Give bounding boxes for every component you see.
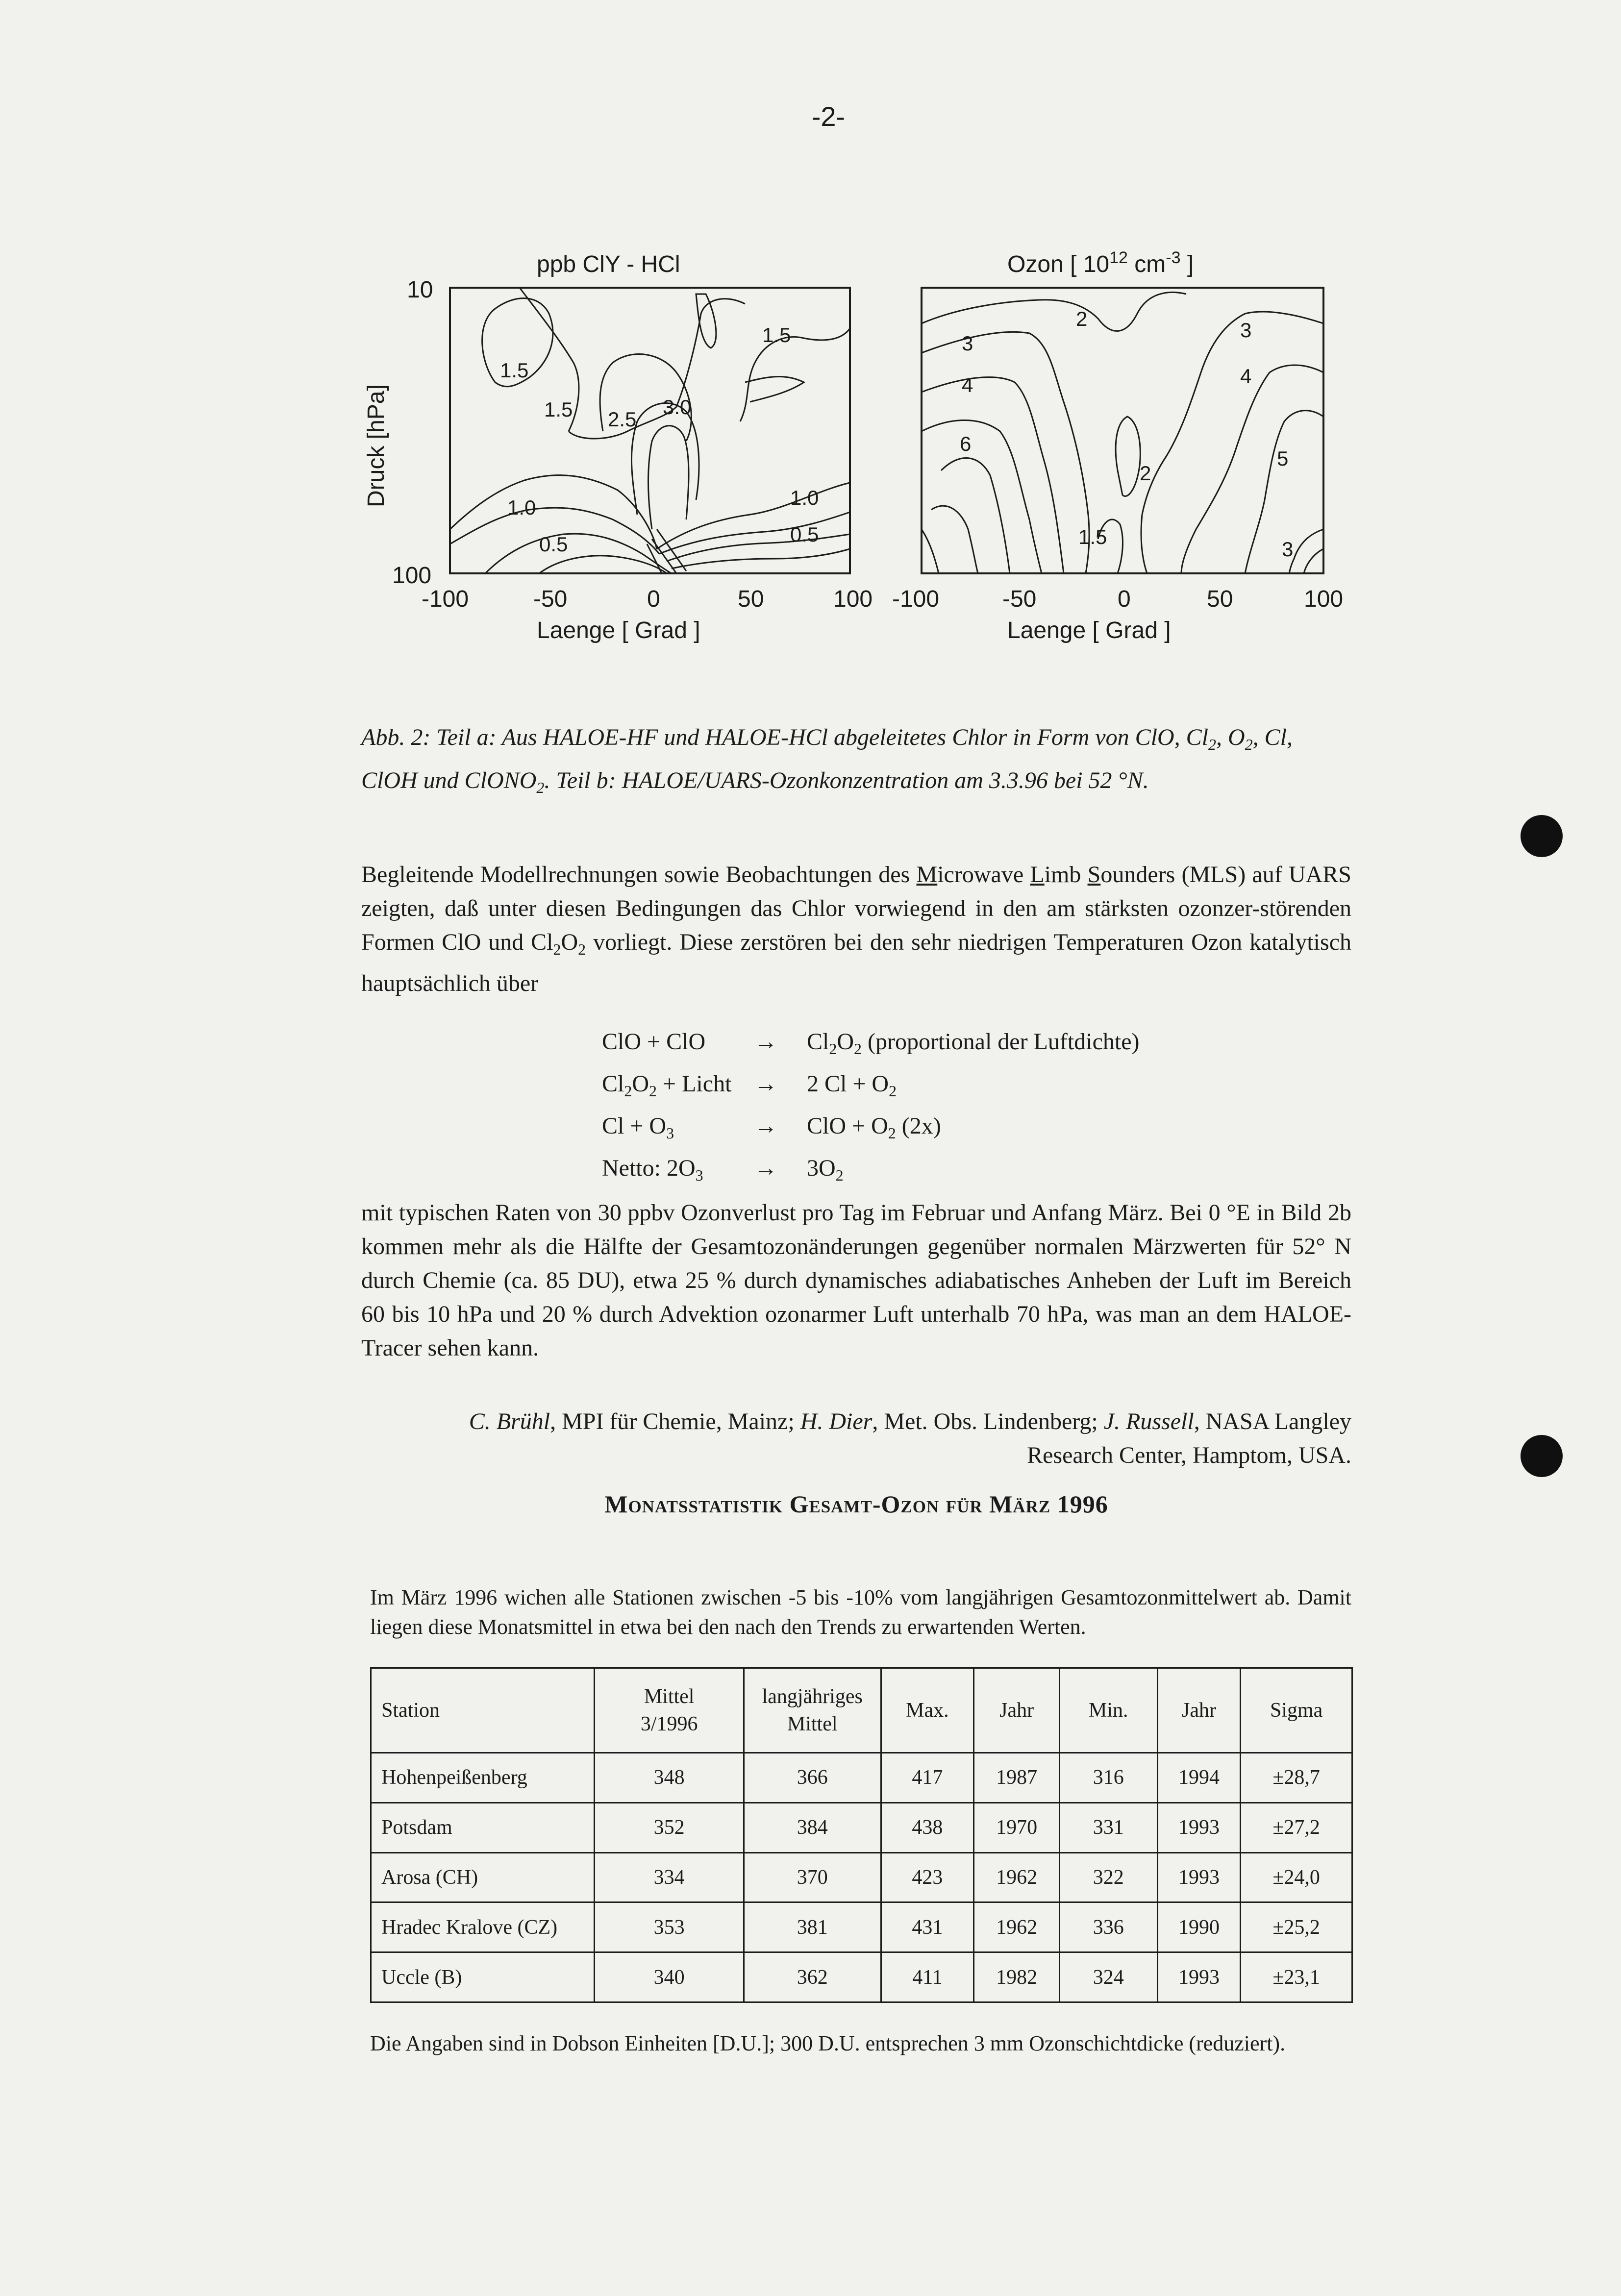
table-cell: 336 [1059, 1902, 1157, 1952]
table-cell: 431 [881, 1902, 974, 1952]
table-cell: 370 [744, 1852, 881, 1902]
table-cell: ±27,2 [1241, 1802, 1352, 1852]
panel-a-title: ppb ClY - HCl [537, 251, 680, 277]
contour-label: 6 [960, 432, 972, 455]
contour-label: 1.5 [544, 398, 573, 421]
figure-caption: Abb. 2: Teil a: Aus HALOE-HF und HALOE-HCl abgeleitetes Chlor in Form von ClO, $Cl_2$, $O_2$, Cl, ClOH und ClONO$_2$. Teil b: HALOE/UARS-Ozonkonzentration am 3.3.96 bei 52 °N. [361, 724, 1293, 796]
table-cell: 1993 [1157, 1852, 1241, 1902]
equation-row: $Cl_2O_2$ + Licht → 2 $Cl + O_2$ [602, 1071, 897, 1100]
panel-b-xlabel: Laenge [ Grad ] [1007, 617, 1171, 643]
column-header: langjähriges Mittel [744, 1668, 881, 1753]
contour-label: 1.5 [500, 359, 529, 382]
table-cell: Hohenpeißenberg [371, 1753, 595, 1803]
table-cell: 322 [1059, 1852, 1157, 1902]
table-cell: ±23,1 [1241, 1952, 1352, 2002]
contour-label: 4 [1240, 365, 1252, 388]
panel-b-title: Ozon [ $10^{12}$ $cm^{-3}$ ] [1007, 248, 1194, 277]
column-header: Max. [881, 1668, 974, 1753]
contour-label: 1.5 [1078, 525, 1107, 548]
panel-a-ylabel: Druck [hPa] [363, 384, 389, 507]
reaction-equations [602, 1024, 1140, 1193]
table-cell: 366 [744, 1753, 881, 1803]
table-cell: 324 [1059, 1952, 1157, 2002]
author-line: C. Brühl, MPI für Chemie, Mainz; H. Dier, Met. Obs. Lindenberg; J. Russell, NASA Langley Research Center, Hamptom, USA. [469, 1408, 1351, 1468]
table-cell: 417 [881, 1753, 974, 1803]
contour-label: 3 [1282, 538, 1294, 561]
table-row [371, 1902, 1352, 1952]
contour-label: 2 [1076, 307, 1088, 330]
table-cell: Hradec Kralove (CZ) [371, 1902, 595, 1952]
contour-label: 5 [1277, 447, 1289, 470]
table-cell: 1987 [974, 1753, 1060, 1803]
table-cell: 411 [881, 1952, 974, 2002]
table-row [371, 1753, 1352, 1803]
y-tick-label: 10 [407, 277, 433, 303]
x-tick-label: -50 [533, 586, 568, 612]
table-cell: ±25,2 [1241, 1902, 1352, 1952]
x-tick-label: 0 [647, 586, 660, 612]
equation-row: ClO + ClO → $Cl_2O_2$ (proportional der Luftdichte) [602, 1029, 1140, 1058]
x-tick-label: 0 [1118, 586, 1131, 612]
contour-label: 2.5 [608, 408, 637, 431]
table-cell: 331 [1059, 1802, 1157, 1852]
table-cell: 316 [1059, 1753, 1157, 1803]
section-title: Monatsstatistik Gesamt-Ozon für März 1996 [604, 1490, 1108, 1518]
table-footnote: Die Angaben sind in Dobson Einheiten [D.U.]; 300 D.U. entsprechen 3 mm Ozonschichtdicke (reduziert). [370, 2031, 1286, 2055]
contour-label: 3.0 [663, 395, 692, 419]
table-cell: 334 [595, 1852, 744, 1902]
x-tick-label: -100 [422, 586, 469, 612]
x-tick-label: 50 [1207, 586, 1233, 612]
x-tick-label: 100 [1304, 586, 1344, 612]
table-cell: Potsdam [371, 1802, 595, 1852]
equation-row: Netto: $2O_3$ → $3O_2$ [602, 1155, 844, 1184]
column-header: Mittel 3/1996 [595, 1668, 744, 1753]
table-cell: Uccle (B) [371, 1952, 595, 2002]
body-paragraph: mit typischen Raten von 30 ppbv Ozonverlust pro Tag im Februar und Anfang März. Bei 0 °E in Bild 2b kommen mehr als die Hälfte der Gesamtozonänderungen gegenüber normalen Märzwerten für 52° N durch Chemie (ca. 85 DU), etwa 25 % durch dynamisches adiabatisches Anheben der Luft im Bereich 60 bis 10 hPa und 20 % durch Advektion ozonarmer Luft unterhalb 70 hPa, was man an dem HALOE-Tracer sehen kann. [361, 1200, 1351, 1361]
body-paragraph: Begleitende Modellrechnungen sowie Beobachtungen des Microwave Limb Sounders (MLS) auf UARS zeigten, daß unter diesen Bedingungen das Chlor vorwiegend in den am stärksten ozonzer-störenden Formen ClO und $Cl_2O_2$ vorliegt. Diese zerstören bei den sehr niedrigen Temperaturen Ozon katalytisch hauptsächlich über [361, 862, 1352, 996]
table-cell: 1962 [974, 1852, 1060, 1902]
x-tick-label: 100 [833, 586, 873, 612]
table-cell: 1994 [1157, 1753, 1241, 1803]
contour-label: 0.5 [539, 533, 568, 556]
table-cell: 384 [744, 1802, 881, 1852]
contour-label: 1.5 [762, 323, 791, 346]
panel-b-contours [922, 292, 1323, 573]
x-tick-label: -100 [892, 586, 940, 612]
table-row [371, 1802, 1352, 1852]
panel-b [892, 248, 1343, 643]
table-cell: 1990 [1157, 1902, 1241, 1952]
table-row [371, 1952, 1352, 2002]
table-cell: 340 [595, 1952, 744, 2002]
table-cell: 438 [881, 1802, 974, 1852]
column-header: Sigma [1241, 1668, 1352, 1753]
table-cell: 352 [595, 1802, 744, 1852]
punch-hole [1521, 815, 1563, 857]
panel-b-contour-labels [960, 307, 1293, 561]
table-header-row [371, 1668, 1352, 1753]
contour-label: 3 [962, 332, 973, 355]
table-cell: 1970 [974, 1802, 1060, 1852]
table-cell: 362 [744, 1952, 881, 2002]
table-cell: Arosa (CH) [371, 1852, 595, 1902]
table-cell: 348 [595, 1753, 744, 1803]
column-header: Jahr [1157, 1668, 1241, 1753]
table-cell: 423 [881, 1852, 974, 1902]
panel-a [363, 251, 873, 643]
punch-hole [1521, 1435, 1563, 1477]
contour-label: 2 [1140, 462, 1151, 485]
table-cell: 1993 [1157, 1802, 1241, 1852]
table-cell: 1993 [1157, 1952, 1241, 2002]
ozone-statistics-table [370, 1667, 1353, 2003]
table-cell: 353 [595, 1902, 744, 1952]
table-cell: ±24,0 [1241, 1852, 1352, 1902]
contour-label: 3 [1240, 319, 1252, 342]
table-cell: 381 [744, 1902, 881, 1952]
equation-row: $Cl + O_3$ → ClO + $O_2$ (2x) [602, 1113, 941, 1142]
x-tick-label: 50 [738, 586, 764, 612]
contour-label: 1.0 [790, 486, 819, 509]
page-number: -2- [811, 101, 846, 132]
figure-2 [0, 0, 1621, 686]
table-row [371, 1852, 1352, 1902]
y-tick-label: 100 [392, 563, 432, 589]
panel-a-xlabel: Laenge [ Grad ] [537, 617, 700, 643]
column-header: Station [371, 1668, 595, 1753]
section-intro: Im März 1996 wichen alle Stationen zwischen -5 bis -10% vom langjährigen Gesamtozonmittelwert ab. Damit liegen diese Monatsmittel in etwa bei den nach den Trends zu erwartenden Werten. [370, 1585, 1351, 1639]
x-tick-label: -50 [1002, 586, 1037, 612]
contour-label: 1.0 [507, 496, 536, 519]
table-cell: 1982 [974, 1952, 1060, 2002]
column-header: Jahr [974, 1668, 1060, 1753]
contour-label: 4 [962, 373, 973, 396]
column-header: Min. [1059, 1668, 1157, 1753]
contour-plots [0, 0, 1621, 686]
table-cell: 1962 [974, 1902, 1060, 1952]
contour-label: 0.5 [790, 523, 819, 546]
table-cell: ±28,7 [1241, 1753, 1352, 1803]
